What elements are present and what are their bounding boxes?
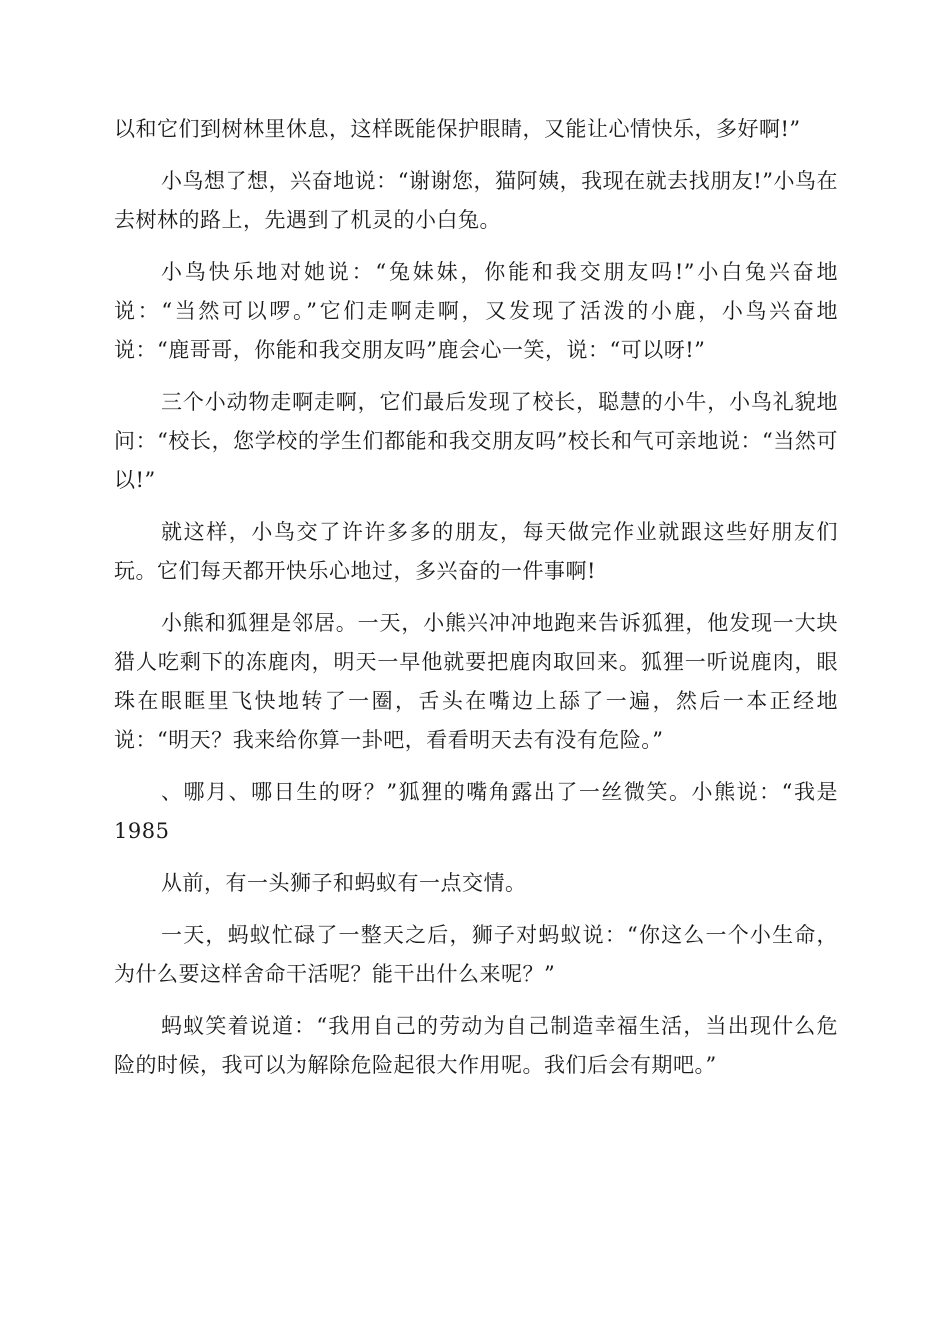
paragraph-5: 就这样，小鸟交了许许多多的朋友，每天做完作业就跟这些好朋友们玩。它们每天都开快乐心地过，多兴奋的一件事啊!	[114, 520, 838, 583]
paragraph-6: 小熊和狐狸是邻居。一天，小熊兴冲冲地跑来告诉狐狸，他发现一大块猎人吃剩下的冻鹿肉，明天一早他就要把鹿肉取回来。狐狸一听说鹿肉，眼珠在眼眶里飞快地转了一圈，舌头在嘴边上舔了一遍，然后一本正经地说：“明天？我来给你算一卦吧，看看明天去有没有危险。”	[114, 611, 838, 752]
paragraph-4: 三个小动物走啊走啊，它们最后发现了校长，聪慧的小牛，小鸟礼貌地问：“校长，您学校的学生们都能和我交朋友吗”校长和气可亲地说：“当然可以!”	[114, 390, 838, 492]
paragraph-8: 从前，有一头狮子和蚂蚁有一点交情。	[161, 871, 527, 895]
paragraph-3: 小鸟快乐地对她说：“兔妹妹，你能和我交朋友吗!”小白兔兴奋地说：“当然可以啰。”它们走啊走啊，又发现了活泼的小鹿，小鸟兴奋地说：“鹿哥哥，你能和我交朋友吗”鹿会心一笑，说：“可以呀!”	[114, 260, 838, 362]
paragraph-2: 小鸟想了想，兴奋地说：“谢谢您，猫阿姨，我现在就去找朋友!”小鸟在去树林的路上，先遇到了机灵的小白兔。	[114, 169, 838, 232]
paragraph-1: 以和它们到树林里休息，这样既能保护眼睛，又能让心情快乐，多好啊!”	[114, 117, 801, 141]
document-body	[114, 110, 838, 1098]
paragraph-9: 一天，蚂蚁忙碌了一整天之后，狮子对蚂蚁说：“你这么一个小生命，为什么要这样舍命干活呢？能干出什么来呢？”	[114, 923, 838, 986]
paragraph-10: 蚂蚁笑着说道：“我用自己的劳动为自己制造幸福生活，当出现什么危险的时候，我可以为解除危险起很大作用呢。我们后会有期吧。”	[114, 1014, 838, 1077]
paragraph-7: 、哪月、哪日生的呀？”狐狸的嘴角露出了一丝微笑。小熊说：“我是1985	[114, 780, 838, 843]
